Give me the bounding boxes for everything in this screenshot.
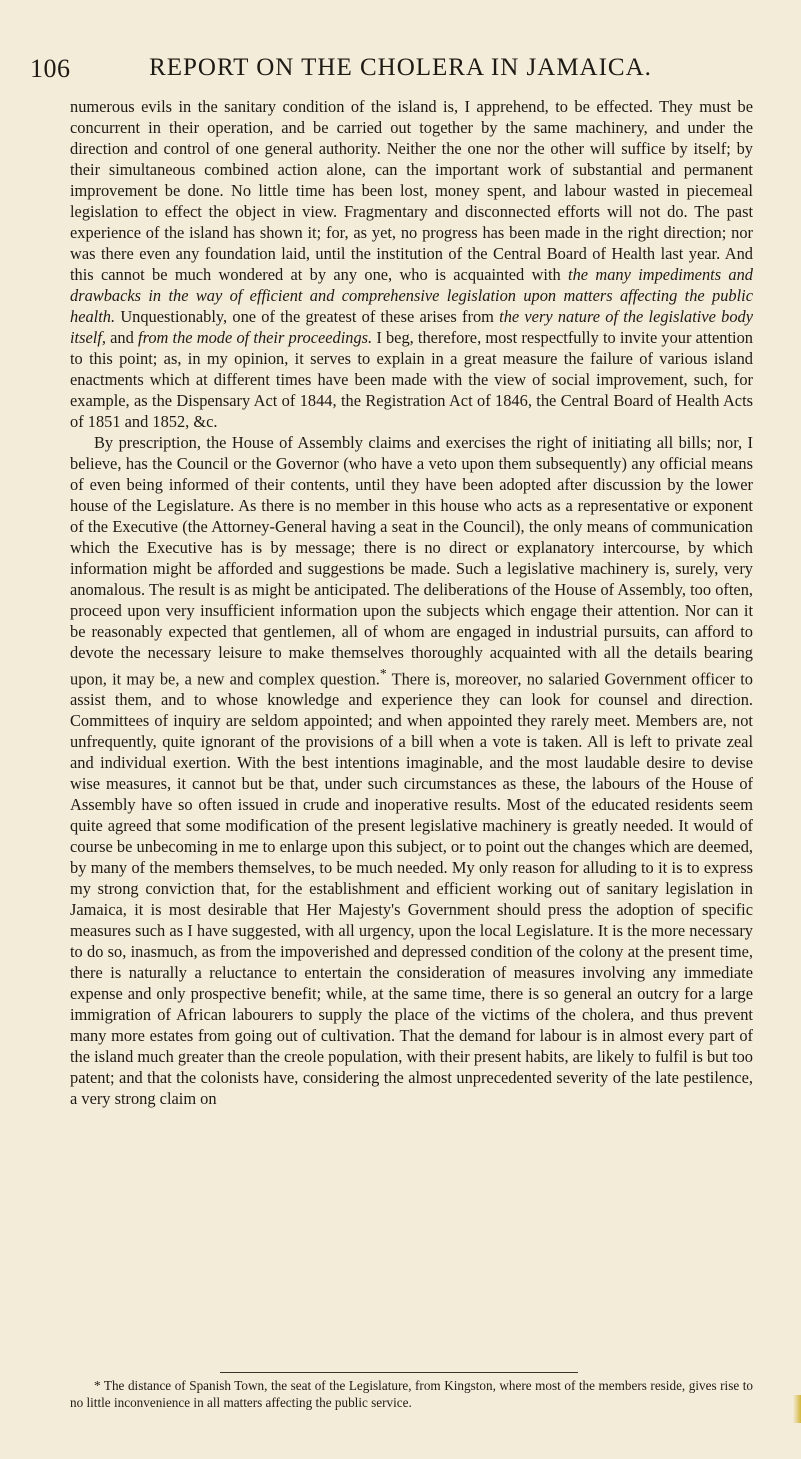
body-text xyxy=(70,96,753,1109)
italic-phrase: the many impediments and drawbacks in the way of efficient and comprehensive legislation upon matters affecting the public health. xyxy=(70,265,753,326)
footnote-divider xyxy=(220,1372,578,1373)
running-title: REPORT ON THE CHOLERA IN JAMAICA. xyxy=(149,54,652,81)
paragraph-1: numerous evils in the sanitary condition of the island is, I apprehend, to be effected. They must be concurrent in their operation, and be carried out together by the same machinery, and under the direction and control of one general authority. Neither the one nor the other will suffice by itself; by their simultaneous combined action alone, can the important work of substantial and permanent improvement be done. No little time has been lost, money spent, and labour wasted in piecemeal legislation to effect the object in view. Fragmentary and disconnected efforts will not do. The past experience of the island has shown it; for, as yet, no progress has been made in the right direction; nor was there even any foundation laid, until the institution of the Central Board of Health last year. And this cannot be much wondered at by any one, who is acquainted with the many impediments and drawbacks in the way of efficient and comprehensive legislation upon matters affecting the public health. Unquestionably, one of the greatest of these arises from the very nature of the legislative body itself, and from the mode of their proceedings. I beg, therefore, most respectfully to invite your attention to this point; as, in my opinion, it serves to explain in a great measure the failure of various island enactments which at different times have been made with the view of social improvement, such, for example, as the Dispensary Act of 1844, the Registration Act of 1846, the Central Board of Health Acts of 1851 and 1852, &c. xyxy=(70,97,753,431)
paragraph-2: By prescription, the House of Assembly claims and exercises the right of initiating all bills; nor, I believe, has the Council or the Governor (who have a veto upon them subsequently) any official means of even being informed of their contents, until they have been adopted after discussion by the lower house of the Legislature. As there is no member in this house who acts as a representative or exponent of the Executive (the Attorney-General having a seat in the Council), the only means of communication which the Executive has is by message; there is no direct or explanatory intercourse, by which information might be afforded and suggestions be made. Such a legislative machinery is, surely, very anomalous. The result is as might be anticipated. The deliberations of the House of Assembly, too often, proceed upon very insufficient information upon the subjects which engage their attention. Nor can it be reasonably expected that gentlemen, all of whom are engaged in industrial pursuits, can afford to devote the necessary leisure to make themselves thoroughly acquainted with all the details bearing upon, it may be, a new and complex question.* There is, moreover, no salaried Government officer to assist them, and to whose knowledge and experience they can look for counsel and direction. Committees of inquiry are seldom appointed; and when appointed they rarely meet. Members are, not unfrequently, quite ignorant of the provisions of a bill when a vote is taken. All is left to private zeal and individual exertion. With the best intentions imaginable, and the most laudable desire to devise wise measures, it cannot but be that, under such circumstances as these, the labours of the House of Assembly have so often issued in crude and inoperative results. Most of the educated residents seem quite agreed that some modification of the present legislative machinery is greatly needed. It would of course be unbecoming in me to enlarge upon this subject, or to point out the changes which are deemed, by many of the members themselves, to be much needed. My only reason for alluding to it is to express my strong conviction that, for the establishment and efficient working out of sanitary legislation in Jamaica, it is most desirable that Her Majesty's Government should press the adoption of specific measures such as I have suggested, with all urgency, upon the local Legislature. It is the more necessary to do so, inasmuch, as from the impoverished and depressed condition of the colony at the present time, there is naturally a reluctance to entertain the consideration of measures involving any immediate expense and only prospective benefit; while, at the same time, there is so general an outcry for a large immigration of African labourers to supply the place of the victims of the cholera, and thus prevent many more estates from going out of cultivation. That the demand for labour is in almost every part of the island much greater than the creole population, with their present habits, are likely to fulfil is but too patent; and that the colonists have, considering the almost unprecedented severity of the late pestilence, a very strong claim on xyxy=(70,433,753,1109)
page-number: 106 xyxy=(30,54,71,83)
italic-phrase: from the mode of their proceedings. xyxy=(138,328,373,347)
page-edge-mark xyxy=(793,1395,801,1423)
footnote-marker: * xyxy=(379,666,387,681)
footnote: * The distance of Spanish Town, the seat of the Legislature, from Kingston, where most of the members reside, gives rise to no little inconvenience in all matters affecting the public service. xyxy=(70,1378,753,1410)
italic-phrase: the very nature of the legislative body itself, xyxy=(70,307,753,347)
page-header xyxy=(0,50,801,90)
